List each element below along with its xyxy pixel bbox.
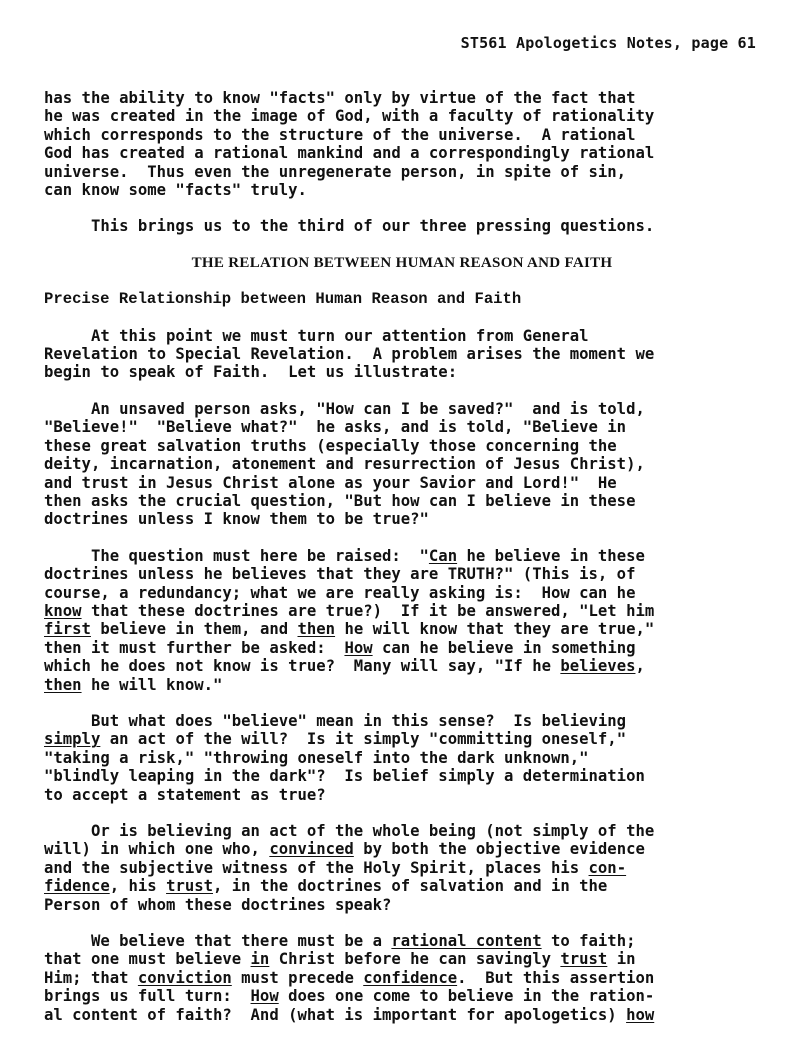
underlined-word: rational content [391, 932, 542, 951]
para3-line-2: Revelation to Special Revelation. A problem arises the moment we [44, 345, 655, 364]
para3-line-3: begin to speak of Faith. Let us illustrate: [44, 363, 458, 382]
underlined-word: con- [588, 858, 627, 877]
para4-line-4: deity, incarnation, atonement and resurrection of Jesus Christ), [44, 455, 645, 474]
underlined-word: know [44, 601, 82, 620]
page-body [44, 89, 760, 1024]
para5-line-2: doctrines unless he believes that they are TRUTH?" (This is, of [44, 565, 636, 584]
underlined-word: simply [44, 730, 101, 749]
para5-line-8: then he will know." [44, 675, 223, 694]
para7-line-4: fidence, his trust, in the doctrines of salvation and in the [44, 877, 608, 896]
para6-line-2: simply an act of the will? Is it simply "committing oneself," [44, 730, 627, 749]
para8-line-2: that one must believe in Christ before he can savingly trust in [44, 950, 636, 969]
underlined-word: Can [428, 546, 458, 565]
para8-line-1: We believe that there must be a rational content to faith; [44, 932, 636, 951]
para5-line-4: know that these doctrines are true?) If it be answered, "Let him [44, 601, 655, 620]
para7-line-3: and the subjective witness of the Holy Spirit, places his con- [44, 858, 627, 877]
para4-line-2: "Believe!" "Believe what?" he asks, and is told, "Believe in [44, 418, 627, 437]
underlined-word: How [250, 987, 279, 1006]
para4-line-6: then asks the crucial question, "But how can I believe in these [44, 491, 636, 510]
para4-line-7: doctrines unless I know them to be true?" [44, 510, 429, 529]
para7-line-2: will) in which one who, convinced by both the objective evidence [44, 840, 645, 859]
underlined-word: fidence [44, 877, 110, 896]
subheading: Precise Relationship between Human Reason and Faith [44, 290, 522, 309]
para4-line-3: these great salvation truths (especially those concerning the [44, 436, 617, 455]
underlined-word: believes [560, 657, 636, 676]
underlined-word: conviction [137, 968, 232, 987]
underlined-word: convinced [269, 840, 354, 859]
para7-line-5: Person of whom these doctrines speak? [44, 895, 392, 914]
para8-line-3: Him; that conviction must precede confidence. But this assertion [44, 968, 655, 987]
para5-line-6: then it must further be asked: How can he believe in something [44, 638, 636, 657]
underlined-word: confidence [363, 968, 458, 987]
running-head: ST561 Apologetics Notes, page 61 [460, 34, 756, 52]
para8-line-4: brings us full turn: How does one come to believe in the ration- [44, 987, 655, 1006]
para6-line-3: "taking a risk," "throwing oneself into the dark unknown," [44, 748, 589, 767]
section-title: THE RELATION BETWEEN HUMAN REASON AND FAITH [191, 254, 613, 271]
underlined-word: trust [166, 877, 214, 896]
para1-line-1: has the ability to know "facts" only by virtue of the fact that [44, 89, 636, 107]
para5-line-3: course, a redundancy; what we are really asking is: How can he [44, 583, 636, 602]
para3-line-1: At this point we must turn our attention from General [44, 326, 589, 345]
para6-line-5: to accept a statement as true? [44, 785, 326, 804]
para6-line-1: But what does "believe" mean in this sense? Is believing [44, 711, 627, 730]
para6-line-4: "blindly leaping in the dark"? Is belief simply a determination [44, 767, 645, 786]
underlined-word: first [44, 620, 91, 639]
underlined-word: How [344, 638, 373, 657]
para7-line-1: Or is believing an act of the whole being (not simply of the [44, 822, 655, 840]
para1-line-4: God has created a rational mankind and a correspondingly rational [44, 144, 655, 163]
para5-line-1: The question must here be raised: "Can he believe in these [44, 546, 645, 565]
para2-line: This brings us to the third of our three pressing questions. [44, 217, 655, 236]
para8-line-5: al content of faith? And (what is important for apologetics) how [44, 1005, 655, 1024]
underlined-word: how [626, 1005, 655, 1024]
underlined-word: trust [560, 950, 608, 969]
underlined-word: then [297, 620, 336, 639]
underlined-word: then [44, 675, 82, 694]
para1-line-3: which corresponds to the structure of the universe. A rational [44, 125, 636, 144]
para4-line-5: and trust in Jesus Christ alone as your Savior and Lord!" He [44, 473, 617, 492]
para1-line-6: can know some "facts" truly. [44, 181, 307, 200]
para5-line-5: first believe in them, and then he will know that they are true," [44, 620, 655, 639]
underlined-word: in [250, 950, 270, 969]
para1-line-2: he was created in the image of God, with a faculty of rationality [44, 107, 655, 126]
para1-line-5: universe. Thus even the unregenerate person, in spite of sin, [44, 162, 627, 181]
para5-line-7: which he does not know is true? Many will say, "If he believes, [44, 657, 645, 676]
para4-line-1: An unsaved person asks, "How can I be saved?" and is told, [44, 399, 645, 418]
